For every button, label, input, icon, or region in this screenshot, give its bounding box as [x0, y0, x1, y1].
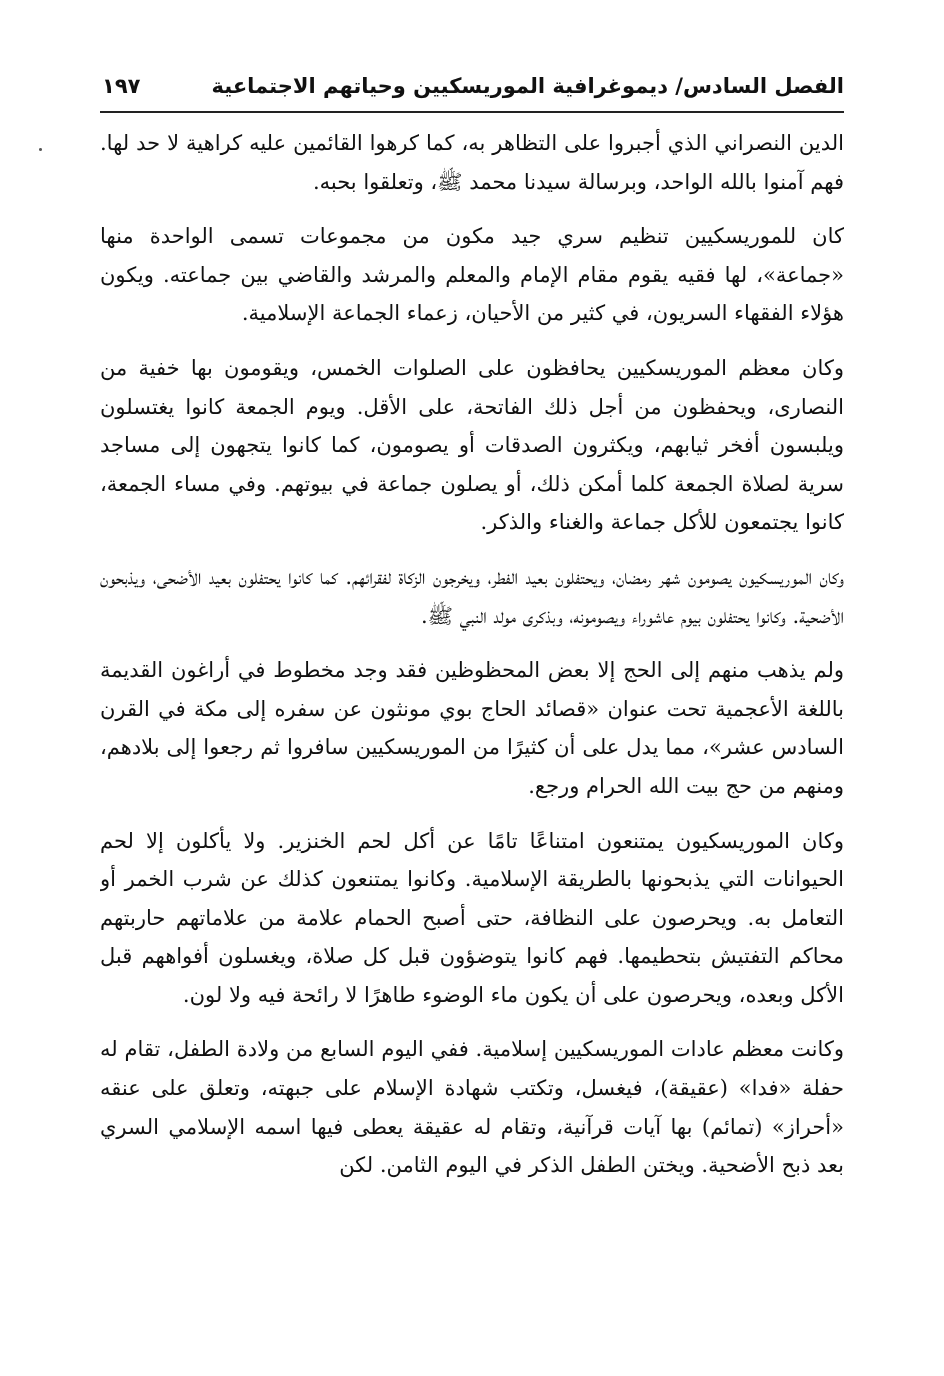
paragraph: الدين النصراني الذي أجبروا على التظاهر به، كما كرهوا القائمين عليه كراهية لا حد لها. فهم آمنوا بالله الواحد، وبرسالة سيدنا محمد ﷺ، وتعلقوا بحبه.	[100, 131, 844, 194]
page-number: ١٩٧	[102, 74, 141, 98]
margin-dot	[39, 148, 42, 151]
chapter-title: الفصل السادس/ ديموغرافية الموريسكيين وحياتهم الاجتماعية	[211, 74, 844, 98]
paragraph: ولم يذهب منهم إلى الحج إلا بعض المحظوظين فقد وجد مخطوط في أراغون القديمة باللغة الأعجمية تحت عنوان «قصائد الحاج بوي مونثون عن سفره إلى مكة في القرن السادس عشر»، مما يدل على أن كثيرًا من الموريسكيين سافروا ثم رجعوا إلى بلادهم، ومنهم من حج بيت الله الحرام ورجع.	[100, 658, 844, 798]
paragraph: وكان الموريسكيون يصومون شهر رمضان، ويحتفلون بعيد الفطر، ويخرجون الزكاة لفقرائهم. كما كانوا يحتفلون بعيد الأضحى، ويذبحون الأضحية. وكانوا يحتفلون بيوم عاشوراء ويصومونه، وبذكرى مولد النبي ﷺ.	[100, 564, 844, 628]
header-divider	[100, 111, 844, 113]
page-header	[100, 70, 844, 110]
paragraph: وكان الموريسكيون يمتنعون امتناعًا تامًا عن أكل لحم الخنزير. ولا يأكلون إلا لحم الحيوانات التي يذبحونها بالطريقة الإسلامية. وكانوا يمتنعون كذلك عن شرب الخمر أو التعامل به. ويحرصون على النظافة، حتى أصبح الحمام علامة من علاماتهم حاربتهم محاكم التفتيش بتحطيمها. فهم كانوا يتوضؤون قبل كل صلاة، ويغسلون أفواههم قبل الأكل وبعده، ويحرصون على أن يكون ماء الوضوء طاهرًا لا رائحة فيه ولا لون.	[100, 828, 844, 1007]
body-text	[100, 124, 844, 1324]
paragraph: وكان معظم الموريسكيين يحافظون على الصلوات الخمس، ويقومون بها خفية من النصارى، ويحفظون من أجل ذلك الفاتحة، على الأقل. ويوم الجمعة كانوا يغتسلون ويلبسون أفخر ثيابهم، ويكثرون الصدقات أو يصومون، كما كانوا يتجهون إلى مساجد سرية لصلاة الجمعة كلما أمكن ذلك، أو يصلون جماعة في بيوتهم. وفي مساء الجمعة، كانوا يجتمعون للأكل جماعة والغناء والذكر.	[100, 355, 844, 535]
paragraph: كان للموريسكيين تنظيم سري جيد مكون من مجموعات تسمى الواحدة منها «جماعة»، لها فقيه يقوم مقام الإمام والمعلم والمرشد والقاضي بين جماعته. ويكون هؤلاء الفقهاء السريون، في كثير من الأحيان، زعماء الجماعة الإسلامية.	[100, 224, 844, 326]
paragraph: وكانت معظم عادات الموريسكيين إسلامية. ففي اليوم السابع من ولادة الطفل، تقام له حفلة «فدا» (عقيقة)، فيغسل، وتكتب شهادة الإسلام على جبهته، وتعلق على عنقه «أحراز» (تمائم) بها آيات قرآنية، وتقام له عقيقة يعطى فيها اسمه الإسلامي السري بعد ذبح الأضحية. ويختن الطفل الذكر في اليوم الثامن. لكن	[100, 1037, 844, 1178]
